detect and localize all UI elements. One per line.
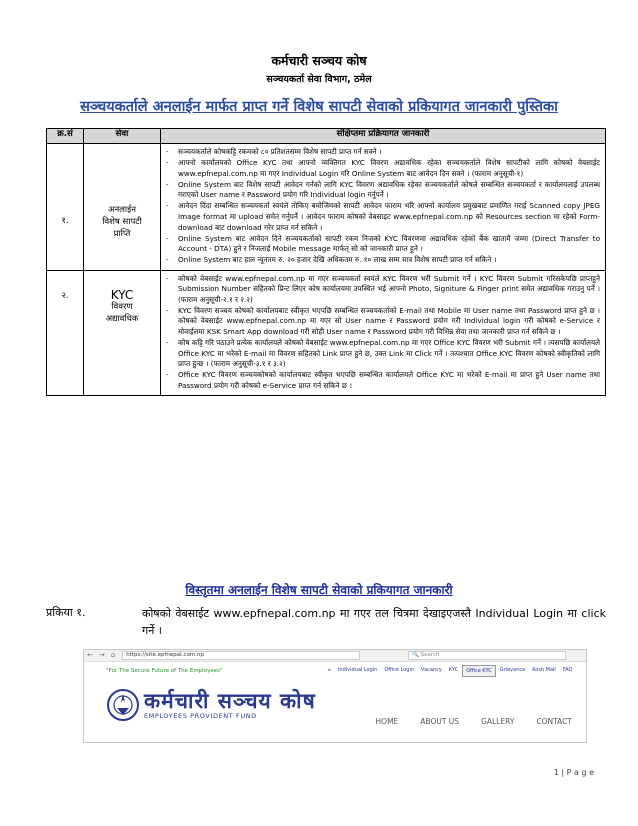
menu-home: HOME xyxy=(375,717,399,726)
website-screenshot xyxy=(83,649,587,743)
logo-subtitle: EMPLOYEES PROVIDENT FUND xyxy=(144,712,257,720)
service-line: अनलाईन xyxy=(107,205,137,215)
nav-grievance: Grievance xyxy=(499,666,526,673)
section-title: विस्तृतमा अनलाईन विशेष सापटी सेवाको प्रकियागत जानकारी xyxy=(185,583,453,597)
service-line: विशेष सापटी xyxy=(102,217,142,227)
row-info xyxy=(161,144,606,271)
info-point: - Online System बाट हाल न्यूनतम रु. २० हजार देखि अधिकतम रु. १० लाख सम्म मात्र विशेष सापटी प्राप्त गर्न सकिने । xyxy=(178,255,600,266)
emblem-icon xyxy=(106,688,140,722)
site-tagline: "For The Secure Future of The Employees" xyxy=(106,667,223,674)
browser-bar xyxy=(84,650,586,662)
menu-contact: CONTACT xyxy=(536,717,572,726)
search-placeholder: Search xyxy=(420,652,440,658)
nav-office-kyc: Office KYC xyxy=(462,665,497,677)
service-line: अद्यावधिक xyxy=(105,313,139,324)
col-header-service: सेवा xyxy=(84,129,161,144)
info-point: - Online System बाट विशेष सापटी आवेदन गर्नको लागि KYC विवरण अद्यावधिक रहेका सञ्चयकर्ताले कोषले सम्बन्धित सञ्चयकर्ता र कार्यालयलाई उपलब्ध गराएको User name र Password प्रयोग गरि Individual login गर्नुपर्ने । xyxy=(178,180,600,201)
service-line: विवरण xyxy=(111,301,133,312)
row-service xyxy=(84,270,161,396)
info-point: - आफ्नो कार्यालयको Office KYC तथा आफ्नो व्यक्तिगत KYC विवरण अद्यावधिक रहेका सञ्चयकर्ताले विशेष सापटीको लागि कोषको वेबसाईट www.epfnepal.com.np मा गएर Individual Login गरि Online System बाट आवेदन दिन सक्ने । (फाराम अनुसूची-१) xyxy=(178,158,600,179)
department-subtitle: सञ्चयकर्ता सेवा विभाग, ठमेल xyxy=(266,74,372,85)
back-icon: ← xyxy=(87,651,93,659)
nav-individual-login: Individual Login xyxy=(337,666,378,673)
search-box xyxy=(408,651,566,660)
step-label: प्रकिया १. xyxy=(46,606,86,619)
row-service xyxy=(84,144,161,271)
col-header-sn: क्र.सं xyxy=(47,129,84,144)
nav-vacancy: Vacancy xyxy=(421,666,442,673)
info-point: - कोषको वेबसाईट www.epfnepal.com.np मा गएर सञ्चयकर्ता स्वयंले KYC विवरण भरी Submit गर्ने । KYC विवरण Submit गरिसकेपछि प्राप्तहुने Submission Number सहितको प्रिन्ट लिएर कोष कार्यालयमा उपस्थित भई आफ्नो Photo, Signiture & Finger print समेत अद्यावधिक गराउनु पर्ने । (फाराम अनुसूची-२.१ र २.२) xyxy=(178,274,600,306)
home-icon: ⌂ xyxy=(110,651,116,659)
table-row xyxy=(47,270,606,396)
nav-office-login: Office Login xyxy=(384,666,415,673)
info-point: - कोष कट्टि गरि पठाउने प्रत्येक कार्यालयले कोषको वेबसाईट www.epfnepal.com.np मा गएर Office KYC विवरण भरी Submit गर्ने । त्यसपछि कार्यालयले Office KYC मा भरेको E-mail मा विवरण सहितको Link प्राप्त हुने छ, उक्त Link मा Click गर्ने । तत्पश्चात Office KYC विवरण कोषको स्वीकृतिको लागि प्राप्त हुन्छ । (फाराम अनुसूची-३.१ र ३.२) xyxy=(178,338,600,370)
search-icon: 🔍 xyxy=(412,652,419,658)
info-point: - Office KYC विवरण सञ्चयकोषको कार्यालयबाट स्वीकृत भएपछि सम्बन्धित कार्यालयले Office KYC मा भरेको E-mail मा प्राप्त हुने User name तथा Password प्रयोग गरी कोषको e-Service प्राप्त गर्न सकिने छ । xyxy=(178,370,600,391)
nav-kosh-mail: Kosh Mail xyxy=(532,666,556,673)
table-row xyxy=(47,144,606,271)
nav-kyc: KYC xyxy=(448,666,459,673)
menu-about: ABOUT US xyxy=(420,717,460,726)
nav-faq: FAQ xyxy=(562,666,573,673)
row-sn: १. xyxy=(47,144,84,271)
page-number: 1 | P a g e xyxy=(553,768,594,777)
col-header-info: संक्षिप्तमा प्रक्रियागत जानकारी xyxy=(161,129,606,144)
epf-logo xyxy=(106,688,316,722)
row-sn: २. xyxy=(47,270,84,396)
logo-title: कर्मचारी सञ्चय कोष xyxy=(144,689,316,713)
process-table xyxy=(46,128,606,396)
info-point: - KYC विवरण सञ्चय कोषको कार्यालयबाट स्वीकृत भएपछि सम्बन्धित सञ्चयकर्ताको E-mail तथा Mobile मा User name तथा Password प्राप्त हुने छ । कोषको वेबसाईट www.epfnepal.com.np मा गएर सो User name र Password प्रयोग गरी Individual login गरी कोषको e-Service र मोवाईलमा KSK Smart App download गरी सोही User name र Password प्रयोग गरी विभिन्न सेवा तथा जानकारी प्राप्त गर्न सकिने छ । xyxy=(178,306,600,338)
menu-gallery: GALLERY xyxy=(481,717,515,726)
site-topbar xyxy=(84,662,586,679)
site-nav xyxy=(324,665,576,677)
document-title: सञ्चयकर्ताले अनलाईन मार्फत प्राप्त गर्ने विशेष सापटी सेवाको प्रकियागत जानकारी पुस्तिका xyxy=(80,99,558,115)
service-line: KYC xyxy=(110,287,134,302)
org-title: कर्मचारी सञ्चय कोष xyxy=(271,53,367,68)
nav-home-icon: ⌂ xyxy=(327,666,331,673)
info-point: - Online System बाट आवेदन दिने सञ्चयकर्ताको सापटी रकम निजको KYC विवरणमा अद्यावधिक रहेको बैंक खातामै जम्मा (Direct Transfer to Account - DTA) हुने र निजलाई Mobile message मार्फत् सो को जानकारी प्राप्त हुने । xyxy=(178,234,600,255)
info-point: - आवेदन दिंदा सम्बन्धित सञ्चयकर्ता स्वयंले तोकिए बमोजिमको सापटी आवेदन फाराम भरि आफ्नो कार्यालय प्रमुखबाट प्रमाणित गराई Scanned copy JPEG Image format मा upload समेत गर्नुपर्ने । आवेदन फाराम कोषको वेबसाइट www.epfnepal.com.np को Resources section मा रहेको Form-download बाट download गरेर प्राप्त गर्न सकिने । xyxy=(178,201,600,233)
service-line: प्राप्ति xyxy=(113,229,131,239)
info-point: - सञ्चयकर्ताले कोषकट्टि रकमको ८० प्रतिशतसम्म विशेष सापटी प्राप्त गर्न सक्ने । xyxy=(178,147,600,158)
site-main-menu xyxy=(354,717,572,726)
table-header-row xyxy=(47,129,606,144)
forward-icon: → xyxy=(98,651,105,659)
address-bar: https://site.epfnepal.com.np xyxy=(122,651,360,660)
row-info xyxy=(161,270,606,396)
step-text: कोषको वेबसाईट www.epfnepal.com.np मा गएर तल चित्रमा देखाइएजस्तै Individual Login मा click गर्ने । xyxy=(142,607,606,637)
